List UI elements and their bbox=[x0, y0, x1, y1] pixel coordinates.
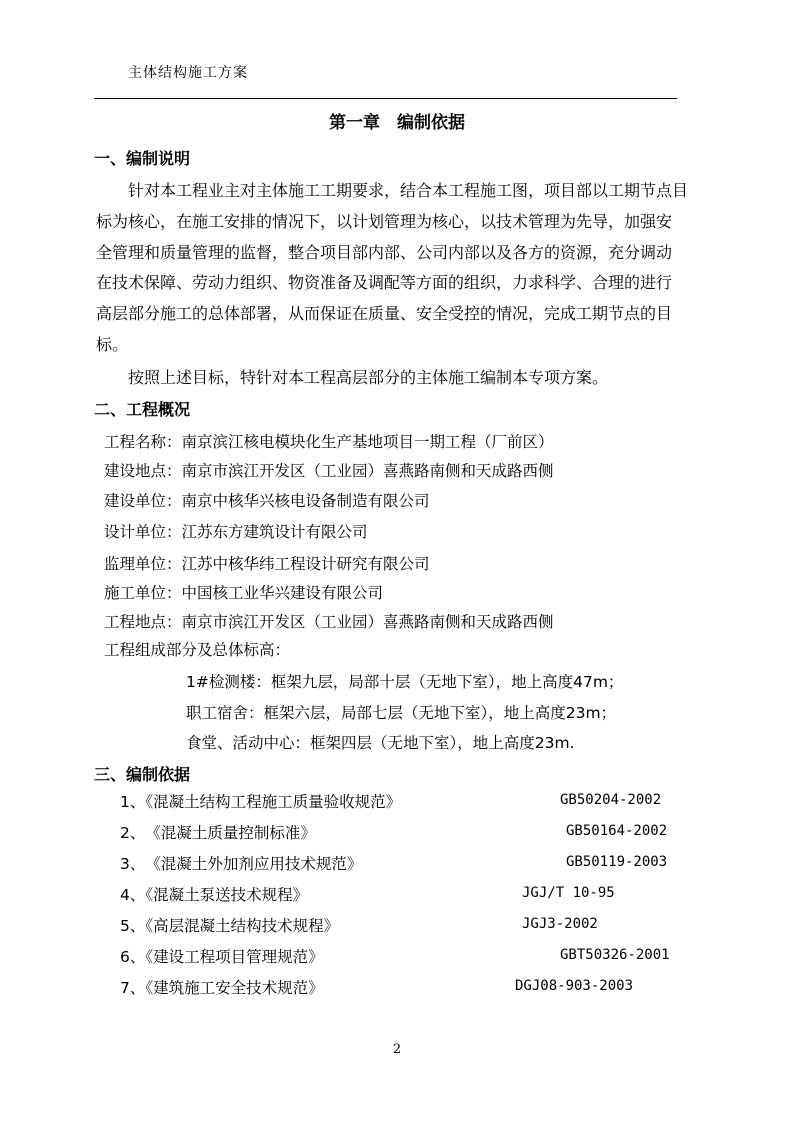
standard-code: JGJ3-2002 bbox=[522, 916, 598, 932]
standard-name: 6、《建设工程项目管理规范》 bbox=[120, 948, 324, 966]
project-info-line: 设计单位：江苏东方建筑设计有限公司 bbox=[104, 523, 368, 541]
building-component-line: 职工宿舍：框架六层，局部七层（无地下室），地上高度23m； bbox=[186, 704, 617, 722]
paragraph-line: 在技术保障、劳动力组织、物资准备及调配等方面的组织，力求科学、合理的进行 bbox=[96, 273, 673, 292]
section-heading-compilation-notes: 一、编制说明 bbox=[94, 149, 191, 168]
standard-code: GB50204-2002 bbox=[560, 792, 662, 808]
header-rule bbox=[94, 98, 677, 99]
running-header: 主体结构施工方案 bbox=[128, 65, 248, 81]
standard-code: GB50164-2002 bbox=[566, 823, 668, 839]
project-info-line: 施工单位：中国核工业华兴建设有限公司 bbox=[104, 584, 384, 602]
standard-name: 4、《混凝土泵送技术规程》 bbox=[120, 886, 309, 904]
standard-code: DGJ08-903-2003 bbox=[515, 978, 634, 994]
standard-name: 7、《建筑施工安全技术规范》 bbox=[120, 979, 324, 997]
section-heading-project-overview: 二、工程概况 bbox=[94, 400, 191, 419]
paragraph-line: 针对本工程业主对主体施工工期要求，结合本工程施工图，项目部以工期节点目 bbox=[96, 181, 689, 200]
standard-code: GBT50326-2001 bbox=[560, 947, 670, 963]
project-info-line: 工程组成部分及总体标高： bbox=[104, 641, 291, 659]
standard-name: 1、《混凝土结构工程施工质量验收规范》 bbox=[120, 793, 402, 811]
standard-name: 2、 《混凝土质量控制标准》 bbox=[120, 824, 316, 842]
paragraph-line: 高层部分施工的总体部署，从而保证在质量、安全受控的情况，完成工期节点的目 bbox=[96, 304, 673, 323]
project-info-line: 建设地点：南京市滨江开发区（工业园）喜燕路南侧和天成路西侧 bbox=[104, 462, 554, 480]
paragraph-line: 按照上述目标，特针对本工程高层部分的主体施工编制本专项方案。 bbox=[96, 368, 609, 387]
paragraph-line: 标为核心，在施工安排的情况下，以计划管理为核心，以技术管理为先导，加强安 bbox=[96, 212, 673, 231]
project-info-line: 监理单位：江苏中核华纬工程设计研究有限公司 bbox=[104, 555, 430, 573]
building-component-line: 1#检测楼：框架九层，局部十层（无地下室），地上高度47m； bbox=[186, 673, 624, 691]
project-info-line: 建设单位：南京中核华兴核电设备制造有限公司 bbox=[104, 492, 430, 510]
standard-code: GB50119-2003 bbox=[566, 854, 668, 870]
building-component-line: 食堂、活动中心：框架四层（无地下室），地上高度23m. bbox=[186, 734, 575, 752]
standard-code: JGJ/T 10-95 bbox=[522, 885, 615, 901]
paragraph-line: 全管理和质量管理的监督，整合项目部内部、公司内部以及各方的资源，充分调动 bbox=[96, 243, 673, 262]
page-number: 2 bbox=[392, 1042, 402, 1057]
section-heading-compilation-basis: 三、编制依据 bbox=[94, 765, 191, 784]
paragraph-line: 标。 bbox=[96, 335, 129, 354]
standard-name: 3、 《混凝土外加剂应用技术规范》 bbox=[120, 855, 363, 873]
project-info-line: 工程名称：南京滨江核电模块化生产基地项目一期工程（厂前区） bbox=[104, 433, 554, 451]
project-info-line: 工程地点：南京市滨江开发区（工业园）喜燕路南侧和天成路西侧 bbox=[104, 613, 554, 631]
chapter-title: 第一章 编制依据 bbox=[329, 113, 465, 133]
standard-name: 5、《高层混凝土结构技术规程》 bbox=[120, 917, 340, 935]
